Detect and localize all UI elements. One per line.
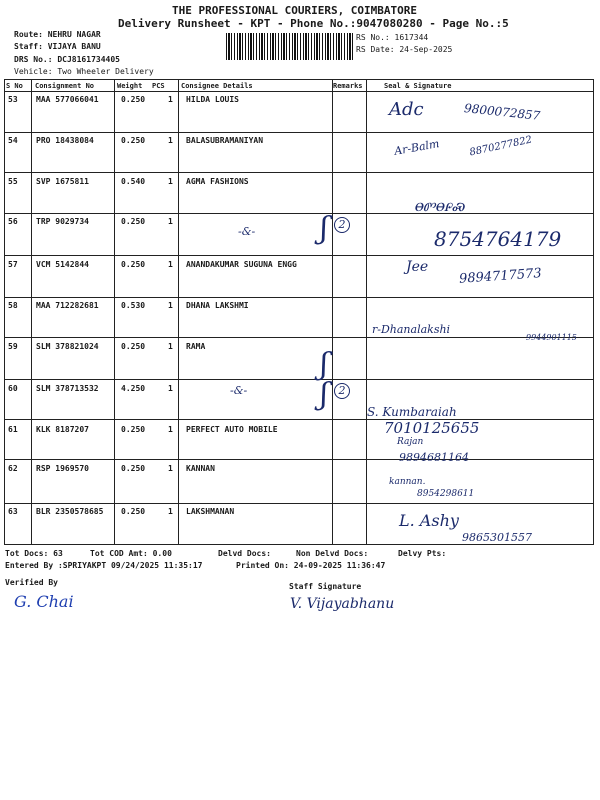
staff-signature: V. Vijayabhanu <box>290 596 395 612</box>
row-sno: 62 <box>8 464 18 473</box>
rs-number: RS No.: 1617344 <box>356 33 429 42</box>
signature-scribble: Ar-Balm <box>393 137 441 158</box>
row-sno: 57 <box>8 260 18 269</box>
drs-label: DRS No.: DCJ8161734405 <box>14 55 120 64</box>
signature-scribble: ꮎꮫꮎꮅꮝ <box>414 195 465 216</box>
col-header-consignment: Consignment No <box>35 82 95 90</box>
row-sno: 55 <box>8 177 18 186</box>
remark-circled-two: 2 <box>334 217 350 233</box>
remark-scribble: -&- <box>238 225 256 238</box>
staff-label: Staff: VIJAYA BANU <box>14 42 101 51</box>
handwritten-phone: 9894717573 <box>458 266 543 287</box>
signature-scribble: Adc <box>389 99 424 120</box>
row-pcs: 1 <box>168 342 173 351</box>
row-consignee: KANNAN <box>186 464 215 473</box>
row-sno: 56 <box>8 217 18 226</box>
handwritten-phone: 8954298611 <box>417 489 475 499</box>
row-pcs: 1 <box>168 425 173 434</box>
row-weight: 0.250 <box>121 260 146 269</box>
verified-by-label: Verified By <box>5 578 58 587</box>
handwritten-phone: 8754764179 <box>434 227 562 251</box>
handwritten-phone: 9894681164 <box>399 451 469 464</box>
row-consignment: KLK 8187207 <box>36 425 89 434</box>
row-consignee: AGMA FASHIONS <box>186 177 249 186</box>
row-consignment: RSP 1969570 <box>36 464 89 473</box>
printed-on: Printed On: 24-09-2025 11:36:47 <box>236 561 386 570</box>
barcode <box>226 33 354 60</box>
total-cod: Tot COD Amt: 0.00 <box>90 549 172 558</box>
remark-scribble: -&- <box>230 384 248 397</box>
handwritten-phone: 9865301557 <box>462 531 532 544</box>
row-weight: 0.250 <box>121 95 146 104</box>
row-sno: 53 <box>8 95 18 104</box>
row-consignee: LAKSHMANAN <box>186 507 235 516</box>
non-delivered-docs: Non Delvd Docs: <box>296 549 369 558</box>
row-pcs: 1 <box>168 95 173 104</box>
col-header-consignee: Consignee Details <box>181 82 253 90</box>
signature-scribble: Jee <box>406 259 429 275</box>
remark-circled-two: 2 <box>334 383 350 399</box>
staff-signature-label: Staff Signature <box>289 582 362 591</box>
signature-scribble: r-Dhanalakshi <box>372 323 451 336</box>
handwritten-name: S. Kumbaraiah <box>367 405 457 419</box>
row-sno: 61 <box>8 425 18 434</box>
row-consignment: SLM 378713532 <box>36 384 99 393</box>
row-consignment: SLM 378821024 <box>36 342 99 351</box>
row-weight: 0.540 <box>121 177 146 186</box>
col-header-weight: Weight <box>117 82 143 90</box>
handwritten-phone: 8870277822 <box>468 134 534 159</box>
row-pcs: 1 <box>168 260 173 269</box>
delivery-points: Delvy Pts: <box>398 549 447 558</box>
row-consignment: BLR 2350578685 <box>36 507 104 516</box>
total-docs: Tot Docs: 63 <box>5 549 63 558</box>
row-consignee: ANANDAKUMAR SUGUNA ENGG <box>186 260 297 269</box>
company-title: THE PROFESSIONAL COURIERS, COIMBATORE <box>172 4 418 17</box>
row-weight: 0.250 <box>121 342 146 351</box>
delivered-docs: Delvd Docs: <box>218 549 271 558</box>
row-pcs: 1 <box>168 464 173 473</box>
signature-scribble: L. Ashy <box>399 511 459 530</box>
col-header-remarks: Remarks <box>333 82 363 90</box>
row-weight: 0.250 <box>121 464 146 473</box>
vehicle-label: Vehicle: Two Wheeler Delivery <box>14 67 154 76</box>
row-consignee: BALASUBRAMANIYAN <box>186 136 264 145</box>
row-weight: 0.530 <box>121 301 146 310</box>
row-weight: 0.250 <box>121 217 146 226</box>
row-pcs: 1 <box>168 217 173 226</box>
route-label: Route: NEHRU NAGAR <box>14 30 101 39</box>
row-weight: 0.250 <box>121 507 146 516</box>
runsheet-table <box>4 79 594 545</box>
row-pcs: 1 <box>168 384 173 393</box>
row-pcs: 1 <box>168 507 173 516</box>
remark-mark: ʃ <box>320 211 329 246</box>
col-header-seal: Seal & Signature <box>384 82 452 90</box>
handwritten-phone: 9944901115 <box>526 333 577 342</box>
row-pcs: 1 <box>168 136 173 145</box>
row-pcs: 1 <box>168 301 173 310</box>
row-sno: 59 <box>8 342 18 351</box>
remark-mark: ʃ <box>320 377 329 412</box>
row-weight: 0.250 <box>121 136 146 145</box>
handwritten-phone: 7010125655 <box>384 419 480 437</box>
row-consignment: TRP 9029734 <box>36 217 89 226</box>
col-header-pcs: PCS <box>152 82 165 90</box>
handwritten-phone: 9800072857 <box>463 101 541 123</box>
entered-by: Entered By :SPRIYAKPT 09/24/2025 11:35:17 <box>5 561 203 570</box>
row-consignee: RAMA <box>186 342 206 351</box>
verified-by-signature: G. Chai <box>14 592 74 611</box>
col-header-sno: S No <box>6 82 23 90</box>
row-sno: 63 <box>8 507 18 516</box>
row-consignment: MAA 577066041 <box>36 95 99 104</box>
row-sno: 54 <box>8 136 18 145</box>
row-weight: 0.250 <box>121 425 146 434</box>
row-consignment: MAA 712282681 <box>36 301 99 310</box>
remark-mark: ʃ <box>320 347 329 382</box>
row-weight: 4.250 <box>121 384 146 393</box>
row-consignment: SVP 1675811 <box>36 177 89 186</box>
rs-date: RS Date: 24-Sep-2025 <box>356 45 453 54</box>
handwritten-name: Rajan <box>397 437 424 447</box>
row-consignee: DHANA LAKSHMI <box>186 301 249 310</box>
row-consignee: HILDA LOUIS <box>186 95 239 104</box>
handwritten-name: kannan. <box>389 477 426 487</box>
row-consignee: PERFECT AUTO MOBILE <box>186 425 278 434</box>
row-pcs: 1 <box>168 177 173 186</box>
row-sno: 58 <box>8 301 18 310</box>
row-consignment: PRO 18438084 <box>36 136 94 145</box>
row-consignment: VCM 5142844 <box>36 260 89 269</box>
runsheet-title: Delivery Runsheet - KPT - Phone No.:9047080280 - Page No.:5 <box>118 17 509 30</box>
row-sno: 60 <box>8 384 18 393</box>
